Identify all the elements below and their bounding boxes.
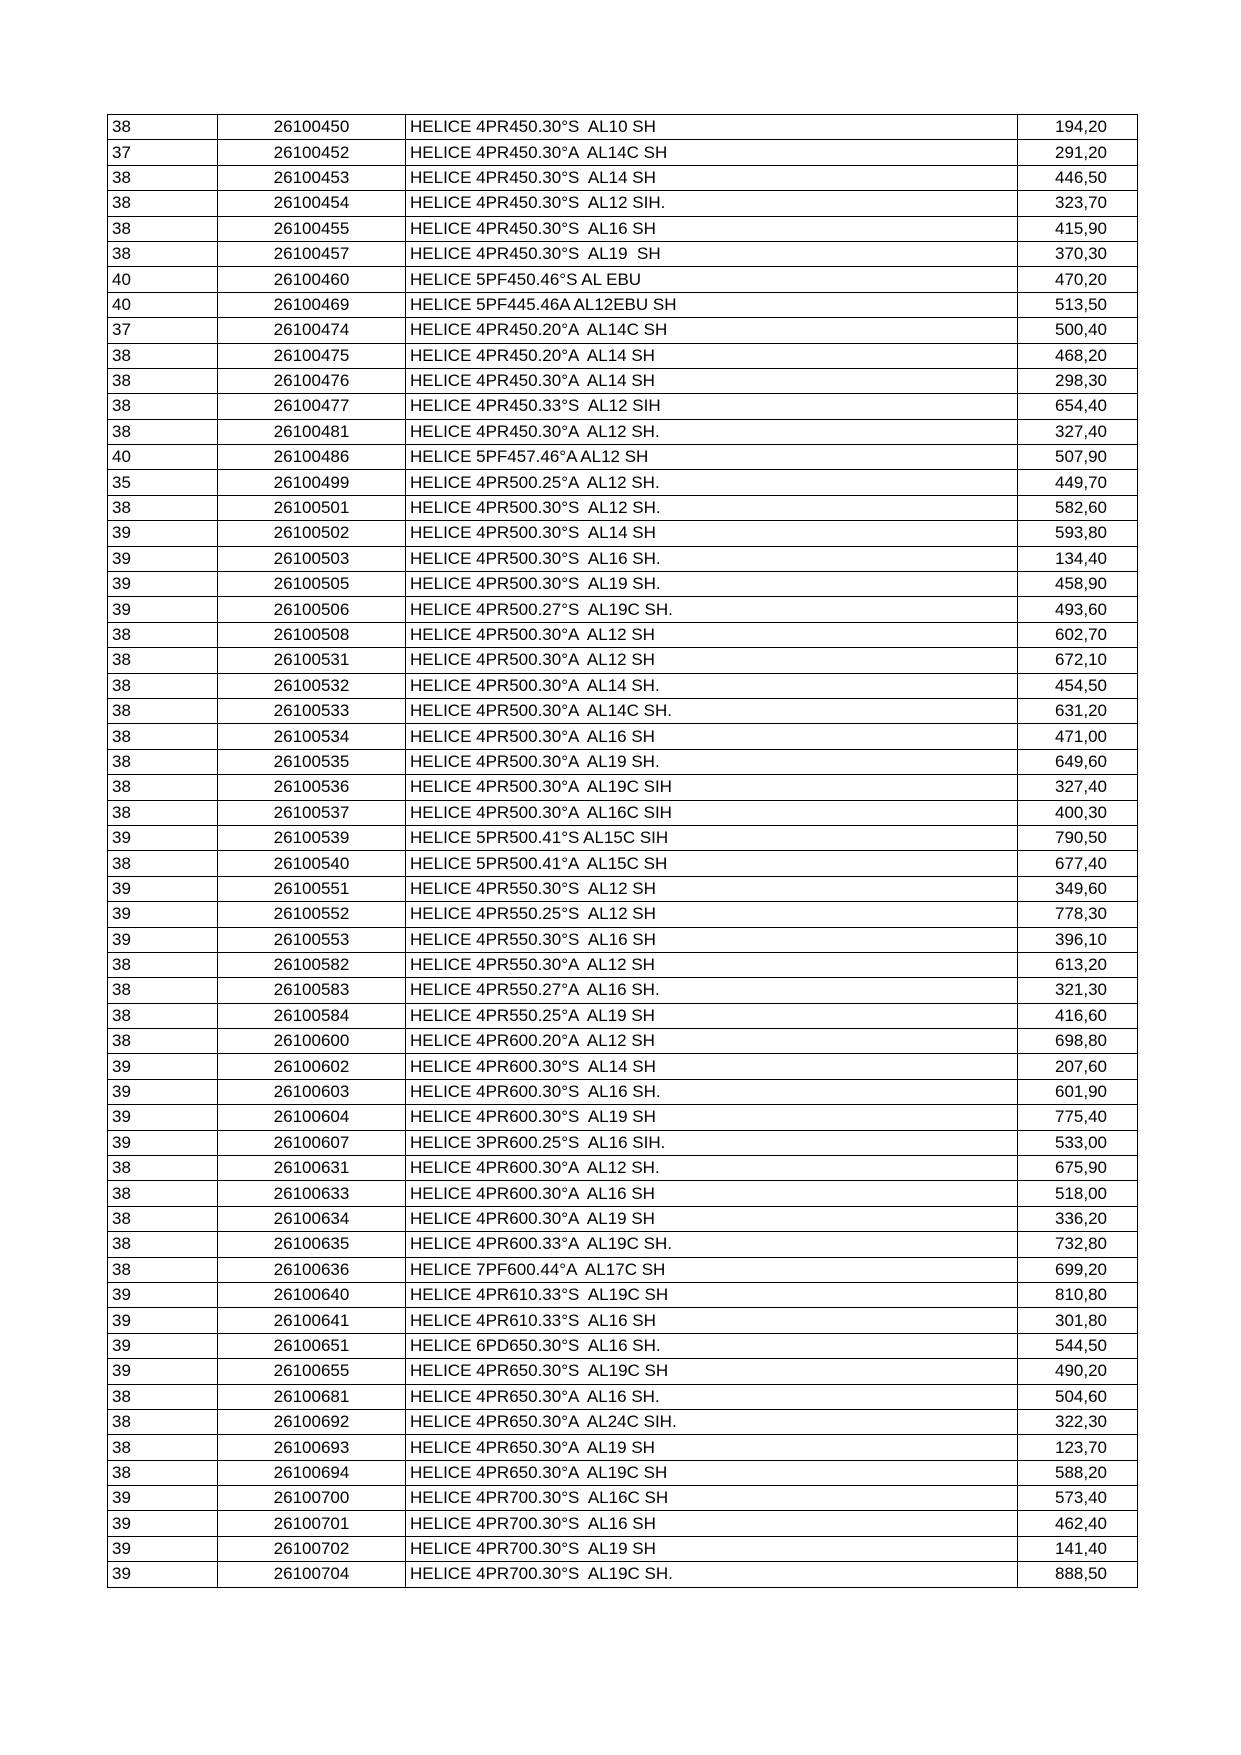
table-row — [108, 470, 1138, 495]
code-cell: 26100655 — [218, 1359, 406, 1384]
table-row — [108, 1029, 1138, 1054]
description-cell: HELICE 4PR650.30°A AL24C SIH. — [406, 1409, 1018, 1434]
group-cell: 38 — [108, 1384, 218, 1409]
code-cell: 26100535 — [218, 749, 406, 774]
code-cell: 26100584 — [218, 1003, 406, 1028]
price-cell: 415,90 — [1018, 216, 1138, 241]
group-cell: 39 — [108, 521, 218, 546]
code-cell: 26100533 — [218, 698, 406, 723]
code-cell: 26100469 — [218, 292, 406, 317]
price-cell: 790,50 — [1018, 825, 1138, 850]
group-cell: 38 — [108, 115, 218, 140]
price-cell: 327,40 — [1018, 419, 1138, 444]
code-cell: 26100539 — [218, 825, 406, 850]
description-cell: HELICE 4PR550.25°A AL19 SH — [406, 1003, 1018, 1028]
price-cell: 518,00 — [1018, 1181, 1138, 1206]
table-row — [108, 876, 1138, 901]
group-cell: 38 — [108, 622, 218, 647]
group-cell: 38 — [108, 698, 218, 723]
group-cell: 39 — [108, 1562, 218, 1587]
table-row — [108, 1308, 1138, 1333]
price-cell: 322,30 — [1018, 1409, 1138, 1434]
code-cell: 26100607 — [218, 1130, 406, 1155]
table-row — [108, 191, 1138, 216]
price-cell: 507,90 — [1018, 445, 1138, 470]
description-cell: HELICE 4PR500.30°S AL12 SH. — [406, 495, 1018, 520]
group-cell: 38 — [108, 419, 218, 444]
price-cell: 194,20 — [1018, 115, 1138, 140]
table-row — [108, 1486, 1138, 1511]
group-cell: 38 — [108, 191, 218, 216]
code-cell: 26100452 — [218, 140, 406, 165]
description-cell: HELICE 4PR610.33°S AL19C SH — [406, 1282, 1018, 1307]
price-cell: 677,40 — [1018, 851, 1138, 876]
group-cell: 38 — [108, 800, 218, 825]
code-cell: 26100635 — [218, 1232, 406, 1257]
code-cell: 26100475 — [218, 343, 406, 368]
price-cell: 631,20 — [1018, 698, 1138, 723]
description-cell: HELICE 4PR500.30°A AL14 SH. — [406, 673, 1018, 698]
description-cell: HELICE 4PR450.30°S AL14 SH — [406, 165, 1018, 190]
price-cell: 446,50 — [1018, 165, 1138, 190]
code-cell: 26100534 — [218, 724, 406, 749]
group-cell: 39 — [108, 927, 218, 952]
description-cell: HELICE 3PR600.25°S AL16 SIH. — [406, 1130, 1018, 1155]
price-cell: 810,80 — [1018, 1282, 1138, 1307]
code-cell: 26100583 — [218, 978, 406, 1003]
code-cell: 26100503 — [218, 546, 406, 571]
code-cell: 26100704 — [218, 1562, 406, 1587]
table-row — [108, 368, 1138, 393]
description-cell: HELICE 4PR600.30°A AL16 SH — [406, 1181, 1018, 1206]
code-cell: 26100701 — [218, 1511, 406, 1536]
table-row — [108, 1181, 1138, 1206]
price-cell: 134,40 — [1018, 546, 1138, 571]
table-row — [108, 851, 1138, 876]
table-row — [108, 775, 1138, 800]
description-cell: HELICE 6PD650.30°S AL16 SH. — [406, 1333, 1018, 1358]
price-cell: 462,40 — [1018, 1511, 1138, 1536]
code-cell: 26100454 — [218, 191, 406, 216]
description-cell: HELICE 4PR600.30°A AL12 SH. — [406, 1156, 1018, 1181]
description-cell: HELICE 4PR550.30°A AL12 SH — [406, 952, 1018, 977]
code-cell: 26100450 — [218, 115, 406, 140]
description-cell: HELICE 4PR450.30°S AL16 SH — [406, 216, 1018, 241]
code-cell: 26100537 — [218, 800, 406, 825]
description-cell: HELICE 4PR500.30°A AL19C SIH — [406, 775, 1018, 800]
code-cell: 26100702 — [218, 1536, 406, 1561]
price-cell: 698,80 — [1018, 1029, 1138, 1054]
group-cell: 38 — [108, 673, 218, 698]
code-cell: 26100681 — [218, 1384, 406, 1409]
price-cell: 513,50 — [1018, 292, 1138, 317]
table-row — [108, 1156, 1138, 1181]
description-cell: HELICE 4PR500.27°S AL19C SH. — [406, 597, 1018, 622]
price-cell: 349,60 — [1018, 876, 1138, 901]
price-cell: 298,30 — [1018, 368, 1138, 393]
description-cell: HELICE 4PR700.30°S AL19C SH. — [406, 1562, 1018, 1587]
price-cell: 493,60 — [1018, 597, 1138, 622]
group-cell: 38 — [108, 343, 218, 368]
price-cell: 732,80 — [1018, 1232, 1138, 1257]
description-cell: HELICE 4PR600.30°S AL19 SH — [406, 1105, 1018, 1130]
table-row — [108, 1435, 1138, 1460]
group-cell: 38 — [108, 165, 218, 190]
table-row — [108, 292, 1138, 317]
description-cell: HELICE 4PR600.33°A AL19C SH. — [406, 1232, 1018, 1257]
group-cell: 39 — [108, 1536, 218, 1561]
group-cell: 38 — [108, 1156, 218, 1181]
description-cell: HELICE 4PR450.20°A AL14 SH — [406, 343, 1018, 368]
group-cell: 38 — [108, 394, 218, 419]
group-cell: 38 — [108, 1029, 218, 1054]
table-row — [108, 419, 1138, 444]
price-table — [107, 114, 1138, 1588]
table-row — [108, 1282, 1138, 1307]
description-cell: HELICE 4PR700.30°S AL16 SH — [406, 1511, 1018, 1536]
table-row — [108, 546, 1138, 571]
code-cell: 26100506 — [218, 597, 406, 622]
description-cell: HELICE 4PR650.30°A AL19C SH — [406, 1460, 1018, 1485]
table-row — [108, 1130, 1138, 1155]
group-cell: 39 — [108, 1308, 218, 1333]
table-row — [108, 1003, 1138, 1028]
code-cell: 26100536 — [218, 775, 406, 800]
table-row — [108, 1359, 1138, 1384]
description-cell: HELICE 4PR500.30°A AL16 SH — [406, 724, 1018, 749]
price-cell: 533,00 — [1018, 1130, 1138, 1155]
code-cell: 26100505 — [218, 572, 406, 597]
code-cell: 26100455 — [218, 216, 406, 241]
group-cell: 39 — [108, 1511, 218, 1536]
description-cell: HELICE 4PR500.25°A AL12 SH. — [406, 470, 1018, 495]
table-row — [108, 927, 1138, 952]
group-cell: 38 — [108, 749, 218, 774]
price-cell: 775,40 — [1018, 1105, 1138, 1130]
description-cell: HELICE 5PF450.46°S AL EBU — [406, 267, 1018, 292]
group-cell: 39 — [108, 1130, 218, 1155]
price-cell: 601,90 — [1018, 1079, 1138, 1104]
group-cell: 39 — [108, 1333, 218, 1358]
group-cell: 38 — [108, 648, 218, 673]
description-cell: HELICE 4PR700.30°S AL19 SH — [406, 1536, 1018, 1561]
group-cell: 38 — [108, 851, 218, 876]
price-cell: 416,60 — [1018, 1003, 1138, 1028]
group-cell: 38 — [108, 1206, 218, 1231]
price-cell: 613,20 — [1018, 952, 1138, 977]
table-row — [108, 698, 1138, 723]
group-cell: 39 — [108, 1054, 218, 1079]
code-cell: 26100631 — [218, 1156, 406, 1181]
group-cell: 38 — [108, 775, 218, 800]
description-cell: HELICE 4PR450.30°A AL14 SH — [406, 368, 1018, 393]
code-cell: 26100499 — [218, 470, 406, 495]
price-cell: 207,60 — [1018, 1054, 1138, 1079]
description-cell: HELICE 5PR500.41°S AL15C SIH — [406, 825, 1018, 850]
price-cell: 573,40 — [1018, 1486, 1138, 1511]
code-cell: 26100634 — [218, 1206, 406, 1231]
group-cell: 39 — [108, 1282, 218, 1307]
group-cell: 38 — [108, 495, 218, 520]
price-cell: 336,20 — [1018, 1206, 1138, 1231]
group-cell: 38 — [108, 216, 218, 241]
group-cell: 38 — [108, 952, 218, 977]
description-cell: HELICE 4PR500.30°S AL14 SH — [406, 521, 1018, 546]
code-cell: 26100453 — [218, 165, 406, 190]
table-row — [108, 1257, 1138, 1282]
description-cell: HELICE 4PR500.30°A AL12 SH — [406, 622, 1018, 647]
table-row — [108, 724, 1138, 749]
price-cell: 699,20 — [1018, 1257, 1138, 1282]
group-cell: 39 — [108, 1486, 218, 1511]
group-cell: 39 — [108, 1079, 218, 1104]
description-cell: HELICE 5PF457.46°A AL12 SH — [406, 445, 1018, 470]
table-row — [108, 343, 1138, 368]
table-row — [108, 1333, 1138, 1358]
code-cell: 26100476 — [218, 368, 406, 393]
group-cell: 38 — [108, 1460, 218, 1485]
code-cell: 26100486 — [218, 445, 406, 470]
table-row — [108, 495, 1138, 520]
group-cell: 38 — [108, 1232, 218, 1257]
group-cell: 39 — [108, 876, 218, 901]
description-cell: HELICE 4PR450.30°A AL14C SH — [406, 140, 1018, 165]
description-cell: HELICE 4PR500.30°A AL12 SH — [406, 648, 1018, 673]
price-table-body — [108, 115, 1138, 1588]
code-cell: 26100457 — [218, 241, 406, 266]
group-cell: 37 — [108, 318, 218, 343]
code-cell: 26100501 — [218, 495, 406, 520]
description-cell: HELICE 4PR650.30°A AL19 SH — [406, 1435, 1018, 1460]
price-cell: 588,20 — [1018, 1460, 1138, 1485]
code-cell: 26100603 — [218, 1079, 406, 1104]
table-row — [108, 140, 1138, 165]
description-cell: HELICE 4PR610.33°S AL16 SH — [406, 1308, 1018, 1333]
price-cell: 327,40 — [1018, 775, 1138, 800]
table-row — [108, 1511, 1138, 1536]
table-row — [108, 902, 1138, 927]
description-cell: HELICE 4PR650.30°S AL19C SH — [406, 1359, 1018, 1384]
price-cell: 323,70 — [1018, 191, 1138, 216]
description-cell: HELICE 4PR500.30°A AL19 SH. — [406, 749, 1018, 774]
table-row — [108, 978, 1138, 1003]
price-cell: 458,90 — [1018, 572, 1138, 597]
table-row — [108, 1409, 1138, 1434]
group-cell: 39 — [108, 597, 218, 622]
group-cell: 38 — [108, 241, 218, 266]
table-row — [108, 1105, 1138, 1130]
code-cell: 26100474 — [218, 318, 406, 343]
table-row — [108, 115, 1138, 140]
description-cell: HELICE 4PR450.30°S AL19 SH — [406, 241, 1018, 266]
price-cell: 500,40 — [1018, 318, 1138, 343]
description-cell: HELICE 4PR500.30°S AL16 SH. — [406, 546, 1018, 571]
group-cell: 38 — [108, 978, 218, 1003]
description-cell: HELICE 4PR450.33°S AL12 SIH — [406, 394, 1018, 419]
code-cell: 26100460 — [218, 267, 406, 292]
table-row — [108, 622, 1138, 647]
code-cell: 26100502 — [218, 521, 406, 546]
price-cell: 888,50 — [1018, 1562, 1138, 1587]
table-row — [108, 241, 1138, 266]
table-row — [108, 749, 1138, 774]
description-cell: HELICE 4PR450.20°A AL14C SH — [406, 318, 1018, 343]
price-cell: 141,40 — [1018, 1536, 1138, 1561]
price-cell: 301,80 — [1018, 1308, 1138, 1333]
group-cell: 37 — [108, 140, 218, 165]
price-cell: 649,60 — [1018, 749, 1138, 774]
group-cell: 38 — [108, 724, 218, 749]
group-cell: 40 — [108, 445, 218, 470]
code-cell: 26100700 — [218, 1486, 406, 1511]
group-cell: 38 — [108, 1181, 218, 1206]
table-row — [108, 216, 1138, 241]
price-cell: 471,00 — [1018, 724, 1138, 749]
price-cell: 370,30 — [1018, 241, 1138, 266]
price-cell: 400,30 — [1018, 800, 1138, 825]
description-cell: HELICE 4PR550.30°S AL16 SH — [406, 927, 1018, 952]
group-cell: 40 — [108, 267, 218, 292]
price-cell: 468,20 — [1018, 343, 1138, 368]
group-cell: 38 — [108, 1003, 218, 1028]
table-row — [108, 825, 1138, 850]
code-cell: 26100552 — [218, 902, 406, 927]
price-cell: 602,70 — [1018, 622, 1138, 647]
group-cell: 39 — [108, 572, 218, 597]
code-cell: 26100477 — [218, 394, 406, 419]
description-cell: HELICE 7PF600.44°A AL17C SH — [406, 1257, 1018, 1282]
price-cell: 672,10 — [1018, 648, 1138, 673]
code-cell: 26100600 — [218, 1029, 406, 1054]
code-cell: 26100481 — [218, 419, 406, 444]
description-cell: HELICE 4PR450.30°A AL12 SH. — [406, 419, 1018, 444]
price-cell: 778,30 — [1018, 902, 1138, 927]
group-cell: 39 — [108, 902, 218, 927]
group-cell: 38 — [108, 1409, 218, 1434]
price-cell: 291,20 — [1018, 140, 1138, 165]
group-cell: 39 — [108, 1359, 218, 1384]
table-row — [108, 597, 1138, 622]
table-row — [108, 267, 1138, 292]
price-cell: 654,40 — [1018, 394, 1138, 419]
code-cell: 26100604 — [218, 1105, 406, 1130]
table-row — [108, 1384, 1138, 1409]
price-cell: 470,20 — [1018, 267, 1138, 292]
description-cell: HELICE 4PR600.30°S AL14 SH — [406, 1054, 1018, 1079]
table-row — [108, 394, 1138, 419]
table-row — [108, 1460, 1138, 1485]
description-cell: HELICE 4PR500.30°S AL19 SH. — [406, 572, 1018, 597]
code-cell: 26100636 — [218, 1257, 406, 1282]
description-cell: HELICE 4PR600.30°A AL19 SH — [406, 1206, 1018, 1231]
code-cell: 26100540 — [218, 851, 406, 876]
price-cell: 123,70 — [1018, 1435, 1138, 1460]
table-row — [108, 165, 1138, 190]
code-cell: 26100531 — [218, 648, 406, 673]
table-row — [108, 1079, 1138, 1104]
code-cell: 26100693 — [218, 1435, 406, 1460]
price-cell: 396,10 — [1018, 927, 1138, 952]
code-cell: 26100553 — [218, 927, 406, 952]
code-cell: 26100508 — [218, 622, 406, 647]
description-cell: HELICE 4PR600.20°A AL12 SH — [406, 1029, 1018, 1054]
code-cell: 26100651 — [218, 1333, 406, 1358]
price-cell: 490,20 — [1018, 1359, 1138, 1384]
table-row — [108, 648, 1138, 673]
description-cell: HELICE 5PF445.46A AL12EBU SH — [406, 292, 1018, 317]
description-cell: HELICE 4PR500.30°A AL16C SIH — [406, 800, 1018, 825]
table-row — [108, 673, 1138, 698]
code-cell: 26100692 — [218, 1409, 406, 1434]
code-cell: 26100551 — [218, 876, 406, 901]
table-row — [108, 1536, 1138, 1561]
code-cell: 26100694 — [218, 1460, 406, 1485]
description-cell: HELICE 4PR550.27°A AL16 SH. — [406, 978, 1018, 1003]
price-cell: 582,60 — [1018, 495, 1138, 520]
table-row — [108, 521, 1138, 546]
table-row — [108, 572, 1138, 597]
description-cell: HELICE 4PR450.30°S AL12 SIH. — [406, 191, 1018, 216]
code-cell: 26100602 — [218, 1054, 406, 1079]
group-cell: 38 — [108, 368, 218, 393]
group-cell: 38 — [108, 1257, 218, 1282]
group-cell: 39 — [108, 546, 218, 571]
table-row — [108, 1232, 1138, 1257]
price-cell: 593,80 — [1018, 521, 1138, 546]
table-row — [108, 1562, 1138, 1587]
code-cell: 26100641 — [218, 1308, 406, 1333]
price-cell: 454,50 — [1018, 673, 1138, 698]
price-cell: 504,60 — [1018, 1384, 1138, 1409]
table-row — [108, 445, 1138, 470]
table-row — [108, 1206, 1138, 1231]
table-row — [108, 952, 1138, 977]
code-cell: 26100532 — [218, 673, 406, 698]
price-cell: 675,90 — [1018, 1156, 1138, 1181]
price-cell: 321,30 — [1018, 978, 1138, 1003]
group-cell: 38 — [108, 1435, 218, 1460]
table-row — [108, 800, 1138, 825]
code-cell: 26100633 — [218, 1181, 406, 1206]
code-cell: 26100582 — [218, 952, 406, 977]
description-cell: HELICE 4PR600.30°S AL16 SH. — [406, 1079, 1018, 1104]
description-cell: HELICE 5PR500.41°A AL15C SH — [406, 851, 1018, 876]
group-cell: 35 — [108, 470, 218, 495]
group-cell: 39 — [108, 1105, 218, 1130]
price-cell: 449,70 — [1018, 470, 1138, 495]
description-cell: HELICE 4PR500.30°A AL14C SH. — [406, 698, 1018, 723]
description-cell: HELICE 4PR550.25°S AL12 SH — [406, 902, 1018, 927]
description-cell: HELICE 4PR450.30°S AL10 SH — [406, 115, 1018, 140]
table-row — [108, 1054, 1138, 1079]
description-cell: HELICE 4PR700.30°S AL16C SH — [406, 1486, 1018, 1511]
price-cell: 544,50 — [1018, 1333, 1138, 1358]
table-row — [108, 318, 1138, 343]
description-cell: HELICE 4PR550.30°S AL12 SH — [406, 876, 1018, 901]
group-cell: 39 — [108, 825, 218, 850]
code-cell: 26100640 — [218, 1282, 406, 1307]
description-cell: HELICE 4PR650.30°A AL16 SH. — [406, 1384, 1018, 1409]
group-cell: 40 — [108, 292, 218, 317]
